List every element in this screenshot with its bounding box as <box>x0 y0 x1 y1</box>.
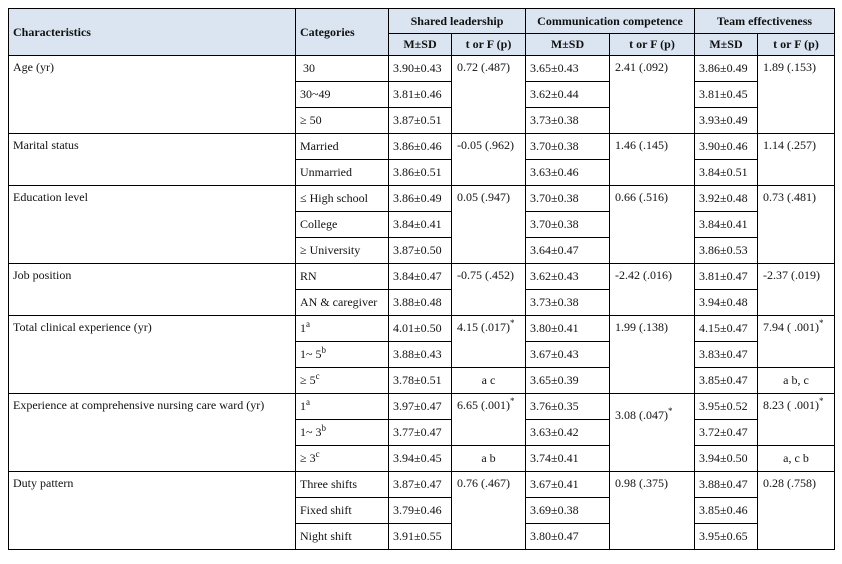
msd-cell: 3.84±0.51 <box>695 160 758 186</box>
subheader-test: t or F (p) <box>610 34 695 56</box>
test-stat-cell: 0.73 (.481) <box>758 186 835 264</box>
test-stat-cell: 1.99 (.138) <box>610 316 695 394</box>
msd-cell: 3.70±0.38 <box>526 212 610 238</box>
msd-cell: 3.86±0.49 <box>695 56 758 82</box>
group-superscript: c <box>315 449 320 459</box>
msd-cell: 3.70±0.38 <box>526 134 610 160</box>
subheader-test: t or F (p) <box>452 34 526 56</box>
msd-cell: 3.84±0.41 <box>695 212 758 238</box>
test-stat-cell: 1.46 (.145) <box>610 134 695 186</box>
category-text: 1~ 5 <box>300 347 322 361</box>
msd-cell: 3.64±0.47 <box>526 238 610 264</box>
characteristic-label: Education level <box>9 186 296 264</box>
significance-marker: * <box>510 396 515 406</box>
subheader-msd: M±SD <box>389 34 452 56</box>
test-stat-text: 4.15 (.017) <box>457 320 510 334</box>
test-stat-cell: 0.98 (.375) <box>610 472 695 550</box>
msd-cell: 3.81±0.46 <box>389 82 452 108</box>
category-cell: Night shift <box>296 524 389 550</box>
significance-marker: * <box>819 318 824 328</box>
test-stat-text: 8.23 ( .001) <box>763 398 819 412</box>
msd-cell: 3.86±0.51 <box>389 160 452 186</box>
msd-cell: 3.78±0.51 <box>389 368 452 394</box>
category-cell: Unmarried <box>296 160 389 186</box>
msd-cell: 3.85±0.46 <box>695 498 758 524</box>
test-stat-cell: 0.72 (.487) <box>452 56 526 134</box>
test-stat-cell: -2.37 (.019) <box>758 264 835 316</box>
msd-cell: 3.93±0.49 <box>695 108 758 134</box>
category-cell <box>296 446 389 472</box>
msd-cell: 3.84±0.41 <box>389 212 452 238</box>
table-row <box>9 56 835 82</box>
msd-cell: 3.65±0.43 <box>526 56 610 82</box>
msd-cell: 3.73±0.38 <box>526 108 610 134</box>
category-cell <box>296 420 389 446</box>
msd-cell: 3.62±0.44 <box>526 82 610 108</box>
group-superscript: a <box>306 319 310 329</box>
category-cell <box>296 316 389 342</box>
msd-cell: 3.95±0.52 <box>695 394 758 420</box>
table-row <box>9 134 835 160</box>
test-stat-cell: -0.05 (.962) <box>452 134 526 186</box>
test-stat-cell: -0.75 (.452) <box>452 264 526 316</box>
category-text: 1~ 3 <box>300 425 322 439</box>
test-stat-cell: 0.05 (.947) <box>452 186 526 264</box>
category-cell: ≤ High school <box>296 186 389 212</box>
characteristic-label: Age (yr) <box>9 56 296 134</box>
category-cell: 30~49 <box>296 82 389 108</box>
msd-cell: 3.87±0.51 <box>389 108 452 134</box>
msd-cell: 3.86±0.53 <box>695 238 758 264</box>
msd-cell: 3.73±0.38 <box>526 290 610 316</box>
category-text: ≥ 3 <box>300 451 316 465</box>
msd-cell: 3.62±0.43 <box>526 264 610 290</box>
test-stat-cell <box>610 394 695 472</box>
msd-cell: 3.83±0.47 <box>695 342 758 368</box>
group-superscript: c <box>315 371 320 381</box>
category-cell: Three shifts <box>296 472 389 498</box>
msd-cell: 4.15±0.47 <box>695 316 758 342</box>
category-cell: 30 <box>296 56 389 82</box>
msd-cell: 3.94±0.50 <box>695 446 758 472</box>
table-row <box>9 186 835 212</box>
test-stat-cell <box>758 316 835 368</box>
msd-cell: 3.87±0.47 <box>389 472 452 498</box>
group-superscript: b <box>321 345 326 355</box>
msd-cell: 3.90±0.46 <box>695 134 758 160</box>
header-team-effectiveness: Team effectiveness <box>695 9 835 34</box>
posthoc-cell: a, c b <box>758 446 835 472</box>
subheader-test: t or F (p) <box>758 34 835 56</box>
test-stat-cell: -2.42 (.016) <box>610 264 695 316</box>
test-stat-text: 6.65 (.001) <box>457 398 510 412</box>
msd-cell: 4.01±0.50 <box>389 316 452 342</box>
msd-cell: 3.90±0.43 <box>389 56 452 82</box>
category-cell <box>296 342 389 368</box>
category-text: 1 <box>300 321 306 335</box>
subheader-msd: M±SD <box>695 34 758 56</box>
msd-cell: 3.88±0.43 <box>389 342 452 368</box>
posthoc-cell: a b, c <box>758 368 835 394</box>
msd-cell: 3.94±0.48 <box>695 290 758 316</box>
test-stat-cell <box>452 316 526 368</box>
msd-cell: 3.67±0.43 <box>526 342 610 368</box>
test-stat-cell: 2.41 (.092) <box>610 56 695 134</box>
header-categories: Categories <box>296 9 389 56</box>
characteristic-label: Job position <box>9 264 296 316</box>
results-table <box>8 8 835 550</box>
category-cell: ≥ University <box>296 238 389 264</box>
category-cell: Fixed shift <box>296 498 389 524</box>
table-row <box>9 264 835 290</box>
msd-cell: 3.63±0.46 <box>526 160 610 186</box>
msd-cell: 3.97±0.47 <box>389 394 452 420</box>
test-stat-cell: 0.66 (.516) <box>610 186 695 264</box>
msd-cell: 3.79±0.46 <box>389 498 452 524</box>
test-stat-cell: 1.89 (.153) <box>758 56 835 134</box>
msd-cell: 3.94±0.45 <box>389 446 452 472</box>
subheader-msd: M±SD <box>526 34 610 56</box>
category-cell <box>296 368 389 394</box>
significance-marker: * <box>819 396 824 406</box>
test-stat-cell: 0.76 (.467) <box>452 472 526 550</box>
msd-cell: 3.80±0.47 <box>526 524 610 550</box>
msd-cell: 3.65±0.39 <box>526 368 610 394</box>
test-stat-text: 7.94 ( .001) <box>763 320 819 334</box>
category-cell: Married <box>296 134 389 160</box>
posthoc-cell: a b <box>452 446 526 472</box>
header-characteristics: Characteristics <box>9 9 296 56</box>
msd-cell: 3.80±0.41 <box>526 316 610 342</box>
table-row <box>9 472 835 498</box>
test-stat-cell: 0.28 (.758) <box>758 472 835 550</box>
msd-cell: 3.77±0.47 <box>389 420 452 446</box>
msd-cell: 3.76±0.35 <box>526 394 610 420</box>
category-text: 1 <box>300 399 306 413</box>
characteristic-label: Total clinical experience (yr) <box>9 316 296 394</box>
msd-cell: 3.72±0.47 <box>695 420 758 446</box>
header-communication-competence: Communication competence <box>526 9 695 34</box>
msd-cell: 3.81±0.45 <box>695 82 758 108</box>
msd-cell: 3.86±0.46 <box>389 134 452 160</box>
significance-marker: * <box>510 318 515 328</box>
category-cell: ≥ 50 <box>296 108 389 134</box>
msd-cell: 3.91±0.55 <box>389 524 452 550</box>
category-cell: RN <box>296 264 389 290</box>
table-row <box>9 316 835 342</box>
significance-marker: * <box>668 406 673 416</box>
characteristic-label: Duty pattern <box>9 472 296 550</box>
test-stat-cell: 1.14 (.257) <box>758 134 835 186</box>
test-stat-cell <box>758 394 835 446</box>
header-shared-leadership: Shared leadership <box>389 9 526 34</box>
table-row <box>9 394 835 420</box>
msd-cell: 3.70±0.38 <box>526 186 610 212</box>
category-cell: AN & caregiver <box>296 290 389 316</box>
group-superscript: b <box>321 423 326 433</box>
test-stat-text: 3.08 (.047) <box>615 408 668 422</box>
group-superscript: a <box>306 397 310 407</box>
msd-cell: 3.86±0.49 <box>389 186 452 212</box>
test-stat-cell <box>452 394 526 446</box>
msd-cell: 3.67±0.41 <box>526 472 610 498</box>
msd-cell: 3.85±0.47 <box>695 368 758 394</box>
msd-cell: 3.95±0.65 <box>695 524 758 550</box>
category-text: ≥ 5 <box>300 373 316 387</box>
characteristic-label: Experience at comprehensive nursing care ward (yr) <box>9 394 296 472</box>
category-cell <box>296 394 389 420</box>
msd-cell: 3.69±0.38 <box>526 498 610 524</box>
posthoc-cell: a c <box>452 368 526 394</box>
msd-cell: 3.87±0.50 <box>389 238 452 264</box>
msd-cell: 3.81±0.47 <box>695 264 758 290</box>
category-cell: College <box>296 212 389 238</box>
msd-cell: 3.84±0.47 <box>389 264 452 290</box>
msd-cell: 3.88±0.47 <box>695 472 758 498</box>
msd-cell: 3.74±0.41 <box>526 446 610 472</box>
characteristic-label: Marital status <box>9 134 296 186</box>
msd-cell: 3.92±0.48 <box>695 186 758 212</box>
msd-cell: 3.63±0.42 <box>526 420 610 446</box>
msd-cell: 3.88±0.48 <box>389 290 452 316</box>
